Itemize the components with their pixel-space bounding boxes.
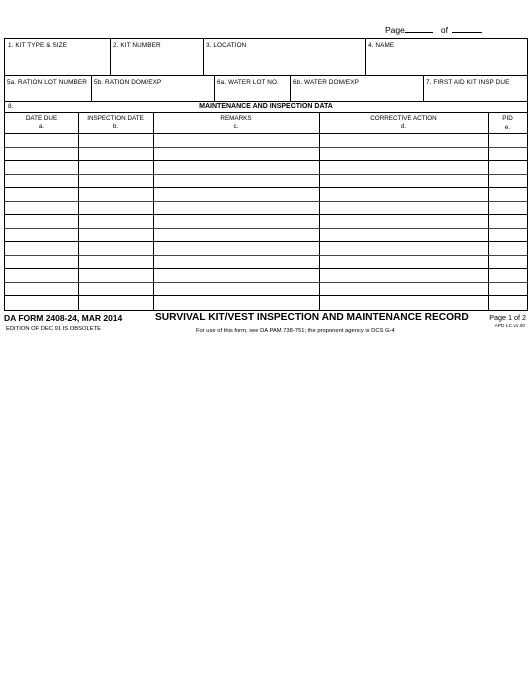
table-col-divider [78, 112, 79, 310]
col-header-date-due [5, 115, 78, 130]
col-title: INSPECTION DATE [87, 115, 144, 122]
row-divider [5, 75, 527, 76]
table-row [5, 201, 527, 202]
water-lot-label: 6a. WATER LOT NO. [217, 79, 279, 86]
page-indicator: Page 1 of 2 [489, 313, 526, 322]
table-col-divider [319, 112, 320, 310]
col-header-inspection-date [78, 115, 153, 130]
usage-note: For use of this form, see DA PAM 738-751; the proponent agency is DCS G-4 [196, 328, 395, 334]
ration-lot-label: 5a. RATION LOT NUMBER [7, 79, 87, 86]
table-col-divider [153, 112, 154, 310]
col-title: DATE DUE [25, 115, 58, 122]
page-counter [385, 24, 482, 35]
table-row [5, 295, 527, 296]
col-divider [423, 75, 424, 101]
page-of-label: of [440, 25, 448, 35]
ration-dom-label: 5b. RATION DOM/EXP [94, 79, 162, 86]
col-header-remarks [153, 115, 319, 130]
table-row [5, 241, 527, 242]
page-label: Page [385, 25, 405, 35]
location-label: 3. LOCATION [206, 42, 247, 49]
col-letter: a. [38, 123, 45, 130]
col-divider [365, 39, 366, 75]
row-divider [5, 112, 527, 113]
table-row [5, 160, 527, 161]
col-divider [91, 75, 92, 101]
col-header-pid [488, 115, 527, 131]
table-row [5, 187, 527, 188]
col-letter: e. [504, 124, 511, 131]
row-divider [5, 101, 527, 102]
col-divider [203, 39, 204, 75]
table-row [5, 133, 527, 134]
page-total-field[interactable] [452, 24, 482, 33]
page-number-field[interactable] [405, 24, 433, 33]
name-label: 4. NAME [368, 42, 395, 49]
table-row [5, 214, 527, 215]
col-title: CORRECTIVE ACTION [370, 115, 437, 122]
col-divider [110, 39, 111, 75]
table-col-divider [488, 112, 489, 310]
col-letter: c. [233, 123, 239, 130]
inspection-form [4, 38, 528, 311]
col-title: PID [502, 115, 513, 122]
kit-number-label: 2. KIT NUMBER [113, 42, 161, 49]
col-header-corrective-action [319, 115, 488, 130]
kit-type-label: 1. KIT TYPE & SIZE [8, 42, 68, 49]
col-divider [214, 75, 215, 101]
table-row [5, 268, 527, 269]
water-dom-label: 6b. WATER DOM/EXP [293, 79, 359, 86]
table-row [5, 228, 527, 229]
table-row [5, 174, 527, 175]
form-title: SURVIVAL KIT/VEST INSPECTION AND MAINTENANCE RECORD [155, 312, 469, 323]
col-divider [290, 75, 291, 101]
table-row [5, 147, 527, 148]
first-aid-label: 7. FIRST AID KIT INSP DUE [426, 79, 510, 86]
section-title: MAINTENANCE AND INSPECTION DATA [199, 103, 333, 110]
apd-version: APD LC v1.00 [494, 324, 525, 329]
table-row [5, 282, 527, 283]
section-number: 8. [8, 103, 14, 110]
edition-note: EDITION OF DEC 91 IS OBSOLETE [6, 326, 102, 332]
col-title: REMARKS [220, 115, 252, 122]
table-row [5, 255, 527, 256]
form-id: DA FORM 2408-24, MAR 2014 [4, 313, 123, 323]
col-letter: b. [112, 123, 119, 130]
col-letter: d. [400, 123, 407, 130]
